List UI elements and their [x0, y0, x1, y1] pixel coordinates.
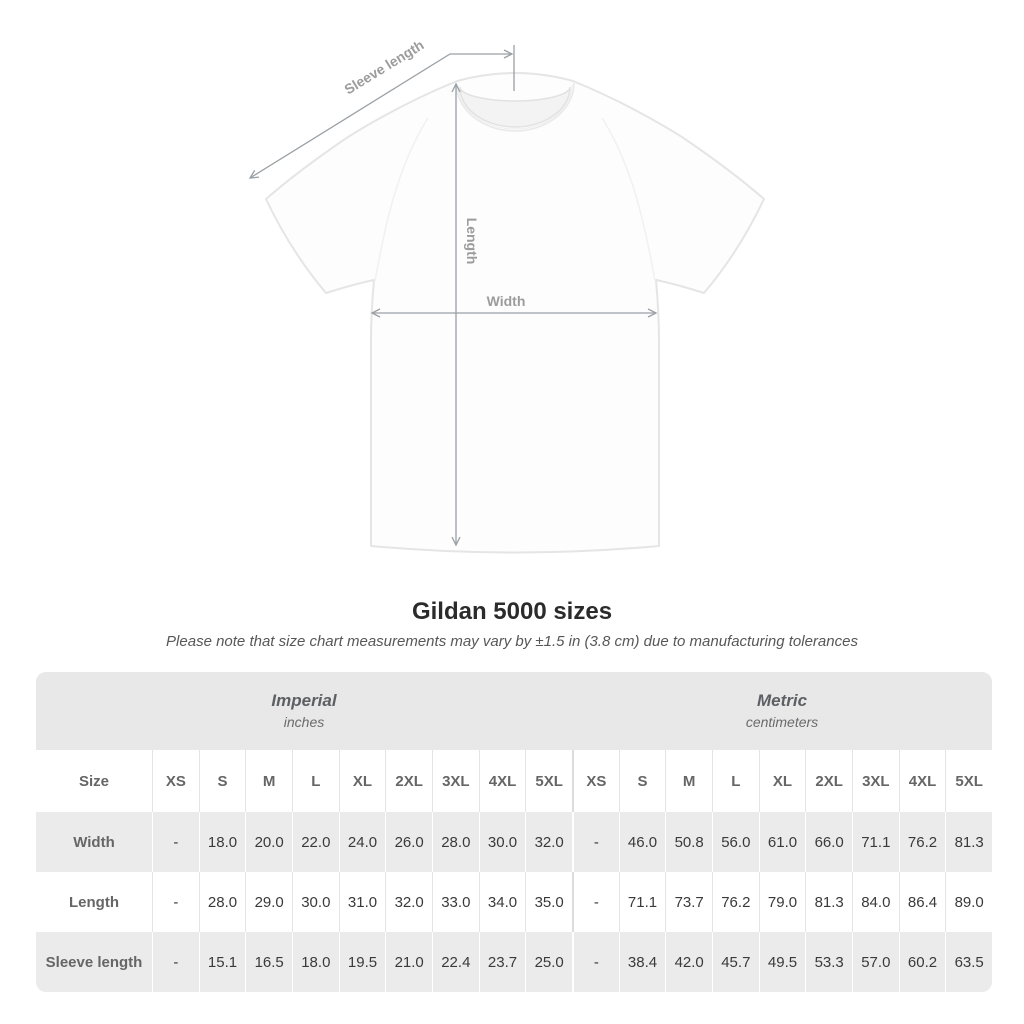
column-header: S: [199, 750, 246, 812]
value-cell: 32.0: [385, 872, 432, 932]
column-header: XS: [572, 750, 619, 812]
value-cell: 32.0: [525, 812, 572, 872]
page-title: Gildan 5000 sizes: [411, 598, 613, 625]
column-header: M: [665, 750, 712, 812]
value-cell: 21.0: [385, 932, 432, 992]
column-header: S: [619, 750, 666, 812]
value-cell: 26.0: [385, 812, 432, 872]
size-table: [36, 672, 992, 992]
column-header: L: [292, 750, 339, 812]
value-cell: 66.0: [805, 812, 852, 872]
column-header: 3XL: [852, 750, 899, 812]
unit-group-metric: [572, 672, 992, 750]
metric-sublabel: centimeters: [745, 714, 819, 730]
value-cell: 73.7: [665, 872, 712, 932]
value-cell: 76.2: [899, 812, 946, 872]
column-header: 5XL: [525, 750, 572, 812]
value-cell: 79.0: [759, 872, 806, 932]
value-cell: -: [572, 872, 619, 932]
value-cell: 71.1: [619, 872, 666, 932]
value-cell: 76.2: [712, 872, 759, 932]
value-cell: 16.5: [245, 932, 292, 992]
column-header: 4XL: [899, 750, 946, 812]
row-label: Width: [36, 812, 152, 872]
value-cell: 30.0: [292, 872, 339, 932]
value-cell: 89.0: [945, 872, 992, 932]
value-cell: 35.0: [525, 872, 572, 932]
value-cell: 56.0: [712, 812, 759, 872]
column-header: XL: [759, 750, 806, 812]
column-header: L: [712, 750, 759, 812]
value-cell: 23.7: [479, 932, 526, 992]
column-header: 3XL: [432, 750, 479, 812]
value-cell: 57.0: [852, 932, 899, 992]
imperial-sublabel: inches: [283, 714, 325, 730]
row-label: Length: [36, 872, 152, 932]
value-cell: 22.0: [292, 812, 339, 872]
value-cell: 46.0: [619, 812, 666, 872]
value-cell: 34.0: [479, 872, 526, 932]
column-header: XS: [152, 750, 199, 812]
value-cell: 60.2: [899, 932, 946, 992]
column-header: 4XL: [479, 750, 526, 812]
column-header: XL: [339, 750, 386, 812]
value-cell: -: [572, 812, 619, 872]
value-cell: 81.3: [805, 872, 852, 932]
value-cell: 86.4: [899, 872, 946, 932]
unit-group-imperial: [36, 672, 572, 750]
value-cell: 84.0: [852, 872, 899, 932]
value-cell: 28.0: [199, 872, 246, 932]
value-cell: -: [152, 872, 199, 932]
width-label: Width: [486, 293, 526, 309]
value-cell: 24.0: [339, 812, 386, 872]
value-cell: -: [572, 932, 619, 992]
value-cell: 19.5: [339, 932, 386, 992]
column-header: 2XL: [805, 750, 852, 812]
column-header: M: [245, 750, 292, 812]
value-cell: 81.3: [945, 812, 992, 872]
imperial-label: Imperial: [271, 691, 337, 710]
value-cell: 50.8: [665, 812, 712, 872]
value-cell: 28.0: [432, 812, 479, 872]
value-cell: 45.7: [712, 932, 759, 992]
value-cell: 33.0: [432, 872, 479, 932]
column-header: 2XL: [385, 750, 432, 812]
value-cell: 49.5: [759, 932, 806, 992]
value-cell: 42.0: [665, 932, 712, 992]
value-cell: 15.1: [199, 932, 246, 992]
value-cell: 29.0: [245, 872, 292, 932]
value-cell: 31.0: [339, 872, 386, 932]
value-cell: 30.0: [479, 812, 526, 872]
column-header: 5XL: [945, 750, 992, 812]
value-cell: -: [152, 812, 199, 872]
value-cell: 18.0: [292, 932, 339, 992]
value-cell: 25.0: [525, 932, 572, 992]
row-label: Sleeve length: [36, 932, 152, 992]
metric-label: Metric: [756, 691, 808, 710]
sleeve-length-label: Sleeve length: [341, 36, 427, 98]
value-cell: 71.1: [852, 812, 899, 872]
page-subtitle: Please note that size chart measurements may vary by ±1.5 in (3.8 cm) due to manufacturing tolerances: [166, 633, 858, 650]
value-cell: 53.3: [805, 932, 852, 992]
value-cell: 22.4: [432, 932, 479, 992]
column-header-size: Size: [36, 750, 152, 812]
value-cell: 38.4: [619, 932, 666, 992]
value-cell: 63.5: [945, 932, 992, 992]
value-cell: 61.0: [759, 812, 806, 872]
value-cell: -: [152, 932, 199, 992]
length-label: Length: [464, 217, 480, 265]
value-cell: 18.0: [199, 812, 246, 872]
value-cell: 20.0: [245, 812, 292, 872]
